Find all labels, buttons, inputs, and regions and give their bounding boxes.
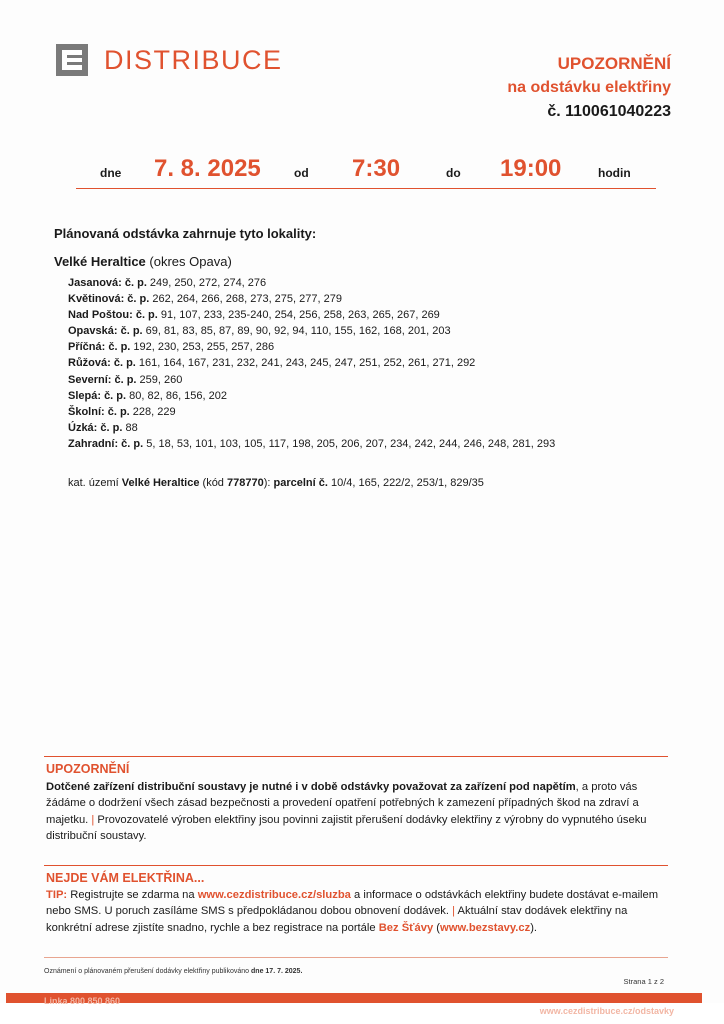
street-name: Příčná: č. p. [68,341,131,354]
street-row [68,275,555,291]
registration-link[interactable]: www.cezdistribuce.cz/sluzba [197,889,351,901]
street-name: Úzká: č. p. [68,421,123,434]
locations-intro: Plánovaná odstávka zahrnuje tyto lokality: [54,226,317,241]
street-row [68,355,555,371]
cadastral-code-prefix: (kód [199,477,227,489]
hotline-number: Linka 800 850 860 [44,996,121,1006]
street-name: Květinová: č. p. [68,293,150,306]
company-logo [56,44,283,76]
parcel-label: parcelní č. [273,477,328,489]
street-name: Růžová: č. p. [68,357,136,370]
no-power-text-5: ). [530,921,538,934]
street-name: Severní: č. p. [68,373,137,386]
warning-text-1: , a proto vás žádáme o dodržení všech zásad bezpečnosti a provedení opatření potřebných k zamezení případných škod na zdraví a majetku. [46,781,639,826]
street-numbers: 88 [122,421,138,434]
street-name: Zahradní: č. p. [68,437,144,450]
street-list [68,275,555,452]
no-power-separator: | [449,905,458,918]
to-label: do [446,166,461,180]
tip-label: TIP: [46,889,68,901]
street-name: Jasanová: č. p. [68,277,147,289]
outage-date: 7. 8. 2025 [154,155,261,182]
no-power-divider [44,865,668,866]
street-name: Slepá: č. p. [68,389,127,402]
notice-title: UPOZORNĚNÍ [557,54,671,73]
to-time: 19:00 [500,155,562,182]
town-district: (okres Opava) [145,254,232,269]
publication-date: dne 17. 7. 2025. [249,968,303,975]
parcel-numbers: 10/4, 165, 222/2, 253/1, 829/35 [327,477,484,489]
warning-title: UPOZORNĚNÍ [46,762,130,776]
no-power-text-2: a informace o odstávkách elektřiny budete dostávat e-mailem nebo SMS. U poruch zasíláme SMS s předpokládanou dobou obnovení dodávek. [46,889,659,918]
warning-bold-lead: Dotčené zařízení distribuční soustavy je nutné i v době odstávky považovat za zařízení pod napětím [46,781,576,793]
street-numbers: 91, 107, 233, 235-240, 254, 256, 258, 263, 265, 267, 269 [157,309,440,322]
warning-divider [44,756,668,757]
town-heading [54,254,232,269]
street-row [68,372,555,388]
from-time: 7:30 [352,155,401,182]
from-label: od [294,166,309,180]
street-numbers: 259, 260 [136,373,183,386]
day-label: dne [100,166,122,180]
cadastral-code: 778770 [226,477,264,489]
portal-name: Bez Šťávy [378,921,434,934]
street-numbers: 161, 164, 167, 231, 232, 241, 243, 245, 247, 251, 252, 261, 271, 292 [135,357,476,370]
cadastral-line [68,477,484,489]
brand-name: DISTRIBUCE [104,44,283,75]
publication-text: Oznámení o plánovaném přerušení dodávky elektřiny publikováno [44,968,250,975]
street-name: Nad Poštou: č. p. [68,309,158,322]
publication-note [44,968,302,975]
footer-divider [44,957,668,958]
warning-text-2: Provozovatelé výroben elektřiny jsou povinni zajistit přerušení dodávky elektřiny z výrobny do vypnutého úseku distribuční soustavy. [46,813,647,843]
street-row [68,323,555,339]
street-row [68,404,555,420]
no-power-text-4: ( [433,921,441,934]
street-row [68,307,555,323]
cadastral-prefix: kat. území [68,477,122,489]
no-power-title: NEJDE VÁM ELEKTŘINA... [46,871,205,885]
no-power-text [46,887,670,936]
no-power-text-3: Aktuální stav dodávek elektřiny na konkrétní adrese zjistíte snadno, rychle a bez registrace na portále [46,905,628,934]
logo-mark-icon [56,44,88,76]
street-row [68,420,555,436]
street-row [68,436,555,452]
street-numbers: 80, 82, 86, 156, 202 [126,389,227,402]
portal-link[interactable]: www.bezstavy.cz [440,921,531,934]
street-name: Opavská: č. p. [68,325,143,338]
warning-text [46,779,670,845]
unit-label: hodin [598,166,631,180]
warning-separator: | [88,813,98,826]
street-numbers: 249, 250, 272, 274, 276 [146,277,267,289]
street-row [68,291,555,307]
street-name: Školní: č. p. [68,405,130,418]
no-power-text-1: Registrujte se zdarma na [67,889,198,901]
notice-number: č. 110061040223 [547,103,671,120]
notice-subtitle: na odstávku elektřiny [507,79,671,96]
street-row [68,388,555,404]
street-numbers: 228, 229 [129,405,176,418]
page-number: Strana 1 z 2 [623,977,664,986]
town-name: Velké Heraltice [54,254,146,269]
street-numbers: 192, 230, 253, 255, 257, 286 [130,341,275,354]
notice-header [507,52,671,124]
cadastral-area: Velké Heraltice [121,477,200,489]
street-numbers: 69, 81, 83, 85, 87, 89, 90, 92, 94, 110, 155, 162, 168, 201, 203 [142,325,451,338]
cadastral-code-suffix: ): [263,477,274,489]
outages-website: www.cezdistribuce.cz/odstavky [539,1006,674,1016]
outage-schedule [76,150,656,189]
street-numbers: 5, 18, 53, 101, 103, 105, 117, 198, 205, 206, 207, 234, 242, 244, 246, 248, 281, 293 [143,437,556,450]
street-numbers: 262, 264, 266, 268, 273, 275, 277, 279 [149,293,342,306]
street-row [68,339,555,355]
